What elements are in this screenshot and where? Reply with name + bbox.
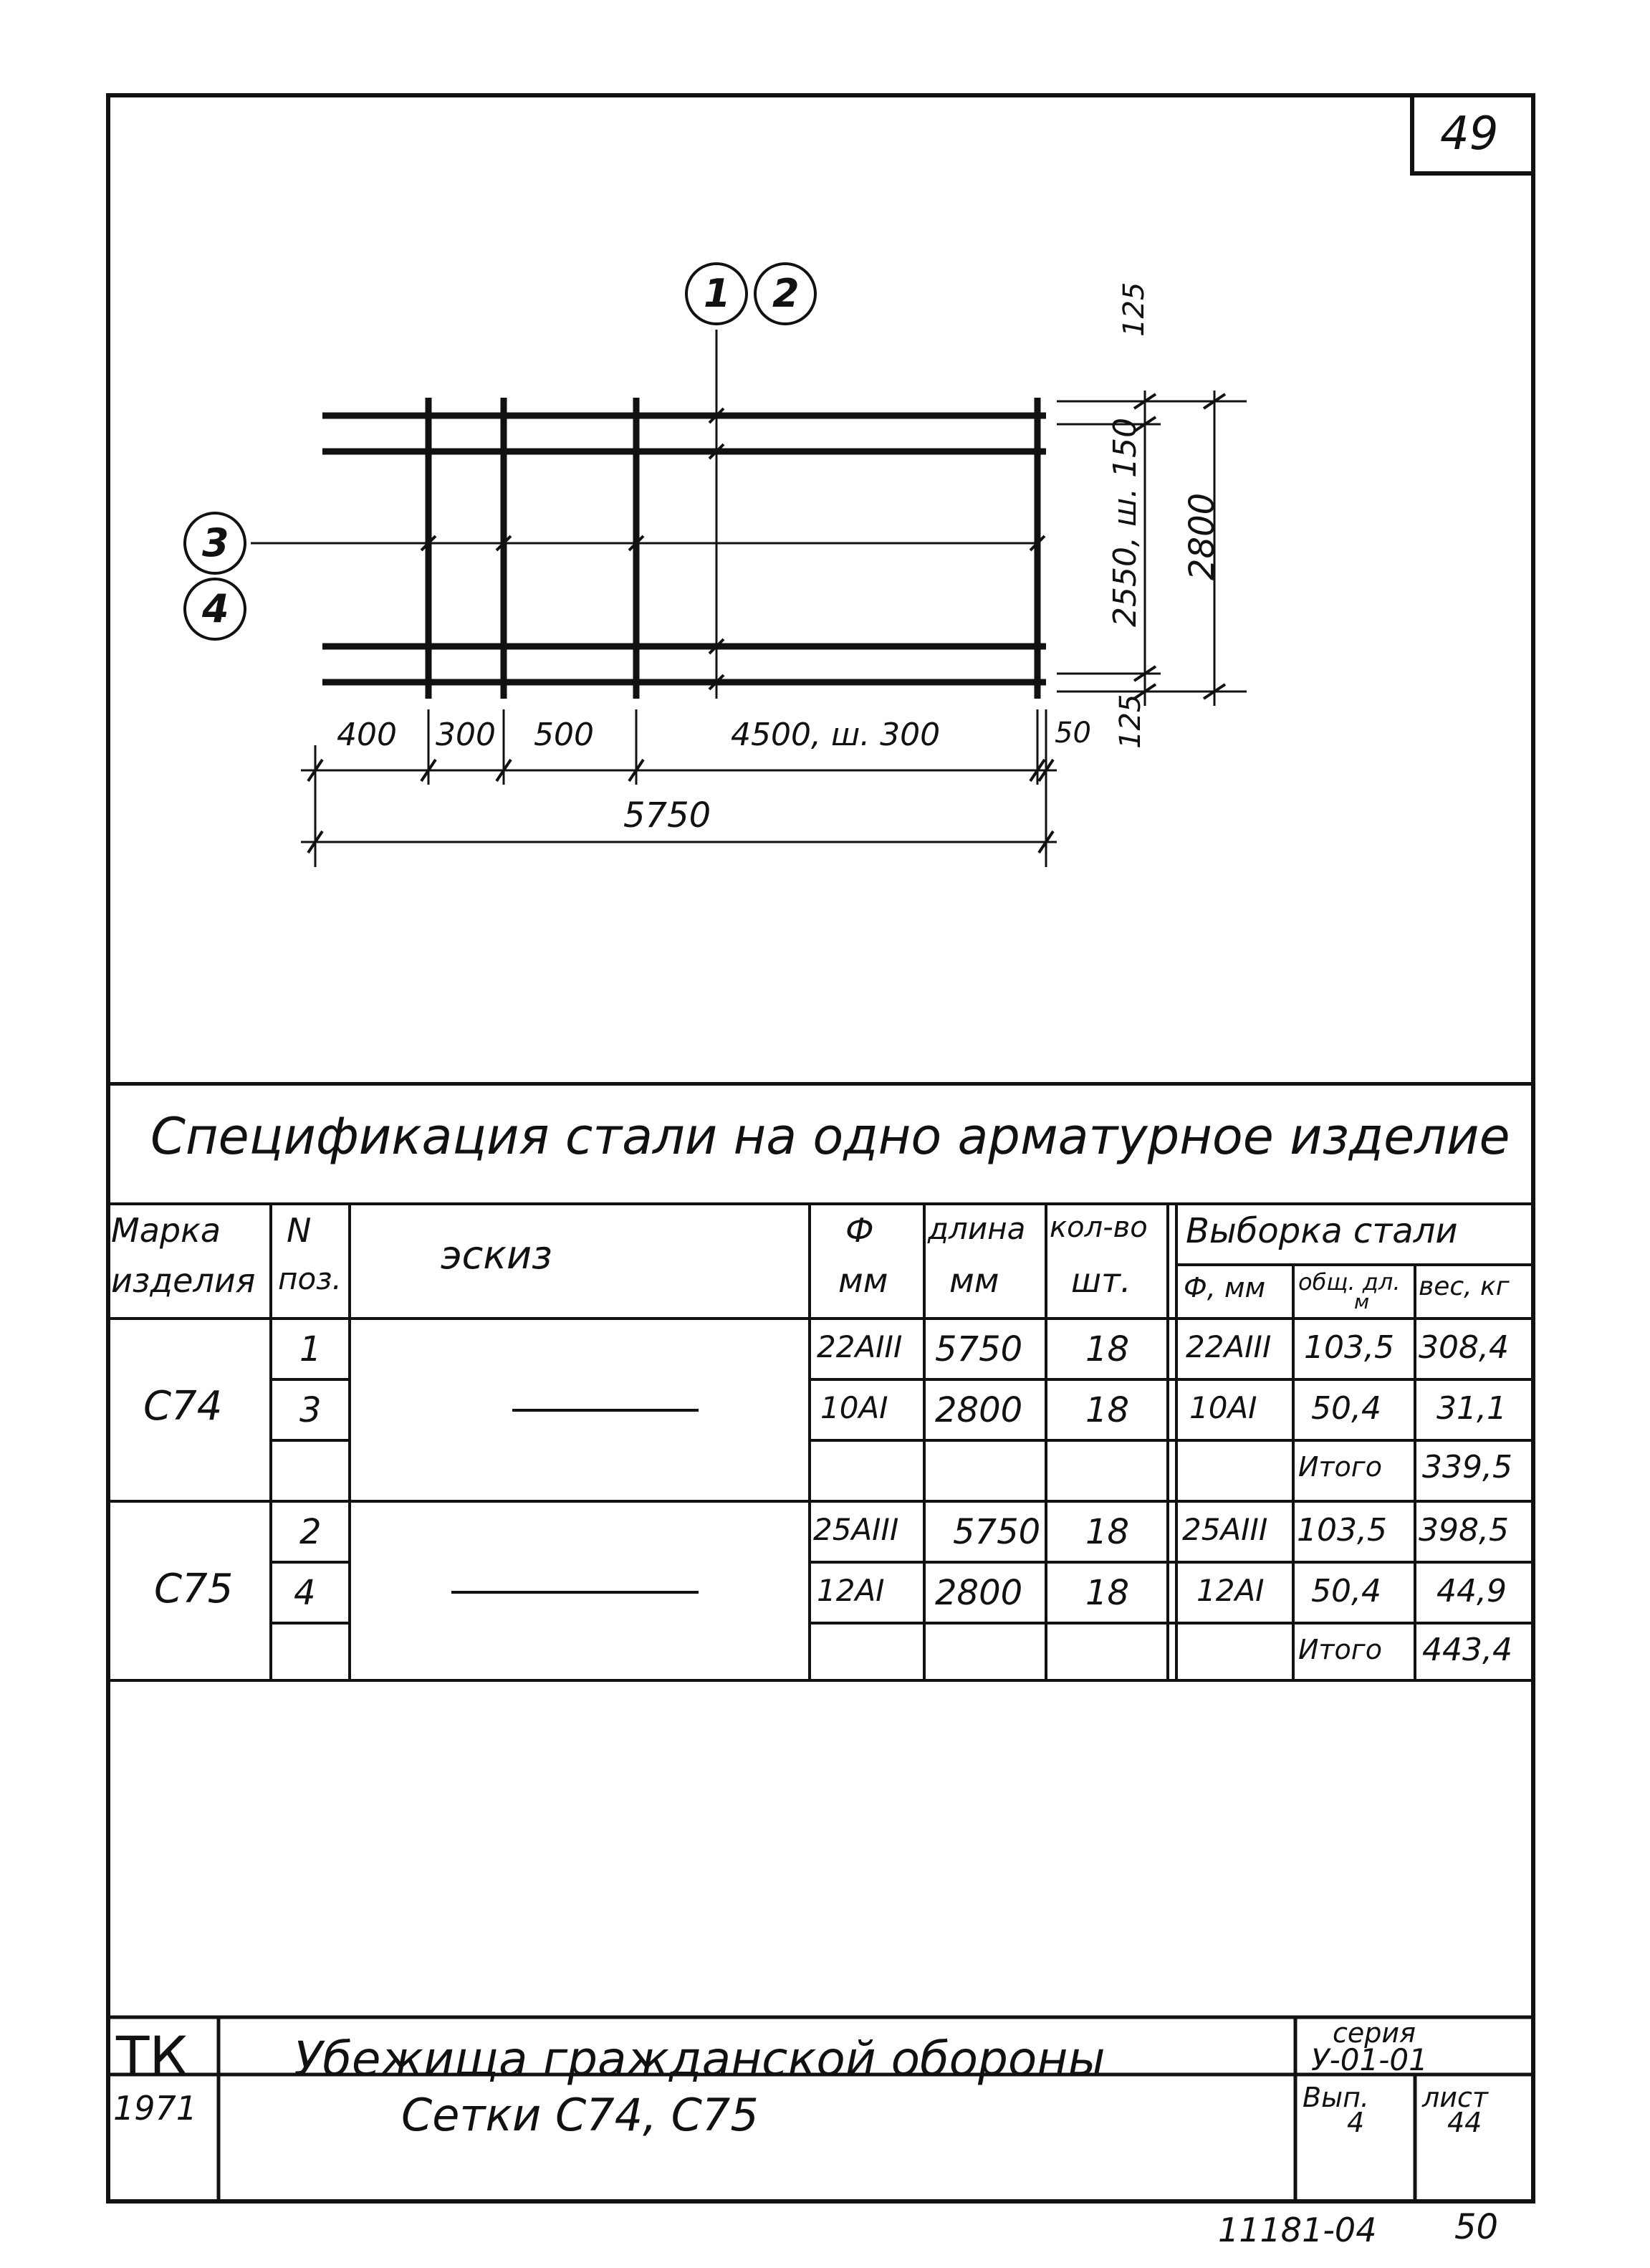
dim-2550: 2550, ш. 150 — [1107, 417, 1143, 627]
total-label: Итого — [1298, 1634, 1383, 1665]
dim-300: 300 — [436, 717, 496, 753]
position-label-1: 1 — [704, 271, 731, 316]
row-pos: 3 — [299, 1390, 322, 1430]
row-sel-len: 103,5 — [1297, 1512, 1387, 1549]
row-pos: 2 — [299, 1512, 322, 1552]
footer-page: 50 — [1454, 2207, 1499, 2247]
row-sel-diam: 25АIII — [1182, 1512, 1268, 1547]
hdr-diam-2: мм — [838, 1261, 888, 1300]
position-label-2: 2 — [772, 271, 800, 316]
row-sel-len: 50,4 — [1311, 1573, 1381, 1609]
row-diam: 12АI — [817, 1573, 885, 1608]
stamp-subtitle: Сетки С74, С75 — [401, 2089, 759, 2141]
row-diam: 22АIII — [817, 1329, 903, 1364]
dim-2800: 2800 — [1182, 492, 1222, 580]
row-qty: 18 — [1085, 1512, 1130, 1552]
stamp-sheet-label: лист — [1422, 2082, 1489, 2113]
hdr-selection: Выборка стали — [1186, 1211, 1458, 1251]
mark-c75: С75 — [154, 1566, 234, 1612]
dim-125-bottom: 125 — [1114, 694, 1147, 749]
row-sel-diam: 10АI — [1189, 1390, 1257, 1425]
position-label-3: 3 — [202, 520, 229, 565]
hdr-npos-1: N — [287, 1211, 312, 1250]
dim-125-top: 125 — [1118, 282, 1151, 337]
dim-5750: 5750 — [623, 795, 711, 836]
dim-4500: 4500, ш. 300 — [731, 717, 941, 753]
row-sel-len: 103,5 — [1304, 1329, 1394, 1366]
stamp-year: 1971 — [113, 2089, 198, 2128]
row-diam: 10АI — [820, 1390, 888, 1425]
row-sel-diam: 22АIII — [1186, 1329, 1272, 1364]
total-value: 443,4 — [1422, 1632, 1512, 1668]
hdr-diam-1: Ф — [845, 1211, 874, 1250]
hdr-qty-2: шт. — [1071, 1261, 1131, 1300]
row-sel-weight: 31,1 — [1436, 1390, 1507, 1427]
hdr-marka-2: изделия — [111, 1261, 256, 1300]
hdr-sel-diam: Ф, мм — [1184, 1272, 1266, 1303]
hdr-npos-2: поз. — [278, 1261, 342, 1296]
stamp-title: Убежища гражданской обороны — [294, 2032, 1105, 2087]
total-label: Итого — [1298, 1451, 1383, 1483]
sheet-number: 49 — [1440, 107, 1499, 161]
row-length: 2800 — [935, 1390, 1023, 1430]
stamp-series-value: У-01-01 — [1311, 2042, 1428, 2077]
stamp-issue-value: 4 — [1347, 2107, 1365, 2138]
dim-400: 400 — [337, 717, 397, 753]
hdr-qty-1: кол-во — [1050, 1211, 1148, 1244]
row-length: 5750 — [935, 1329, 1023, 1369]
spec-title: Спецификация стали на одно арматурное изделие — [150, 1107, 1510, 1166]
row-sel-weight: 308,4 — [1419, 1329, 1509, 1366]
stamp-sheet-value: 44 — [1447, 2107, 1482, 2138]
row-qty: 18 — [1085, 1573, 1130, 1613]
stamp-series-label: серия — [1333, 2017, 1416, 2049]
row-sel-diam: 12АI — [1196, 1573, 1265, 1608]
hdr-sel-len: общ. дл. — [1298, 1268, 1401, 1296]
footer-code: 11181-04 — [1218, 2211, 1377, 2249]
row-diam: 25АIII — [813, 1512, 899, 1547]
row-pos: 1 — [299, 1329, 322, 1369]
hdr-sel-weight: вес, кг — [1419, 1272, 1510, 1301]
hdr-length-1: длина — [928, 1211, 1026, 1246]
hdr-sel-len-unit: м — [1354, 1290, 1370, 1314]
dim-500: 500 — [534, 717, 594, 753]
hdr-length-2: мм — [949, 1261, 999, 1300]
mark-c74: С74 — [143, 1383, 223, 1430]
total-value: 339,5 — [1422, 1449, 1512, 1485]
stamp-issue-label: Вып. — [1303, 2082, 1369, 2113]
row-length: 5750 — [953, 1512, 1041, 1552]
row-sel-weight: 44,9 — [1436, 1573, 1507, 1609]
row-pos: 4 — [294, 1573, 316, 1613]
stamp-org: ТК — [116, 2024, 188, 2088]
row-sel-len: 50,4 — [1311, 1390, 1381, 1427]
row-sel-weight: 398,5 — [1419, 1512, 1509, 1549]
position-label-4: 4 — [202, 586, 229, 631]
row-qty: 18 — [1085, 1329, 1130, 1369]
hdr-eskiz: эскиз — [441, 1233, 552, 1278]
dim-50: 50 — [1055, 717, 1091, 750]
row-qty: 18 — [1085, 1390, 1130, 1430]
row-length: 2800 — [935, 1573, 1023, 1613]
hdr-marka-1: Марка — [111, 1211, 221, 1250]
